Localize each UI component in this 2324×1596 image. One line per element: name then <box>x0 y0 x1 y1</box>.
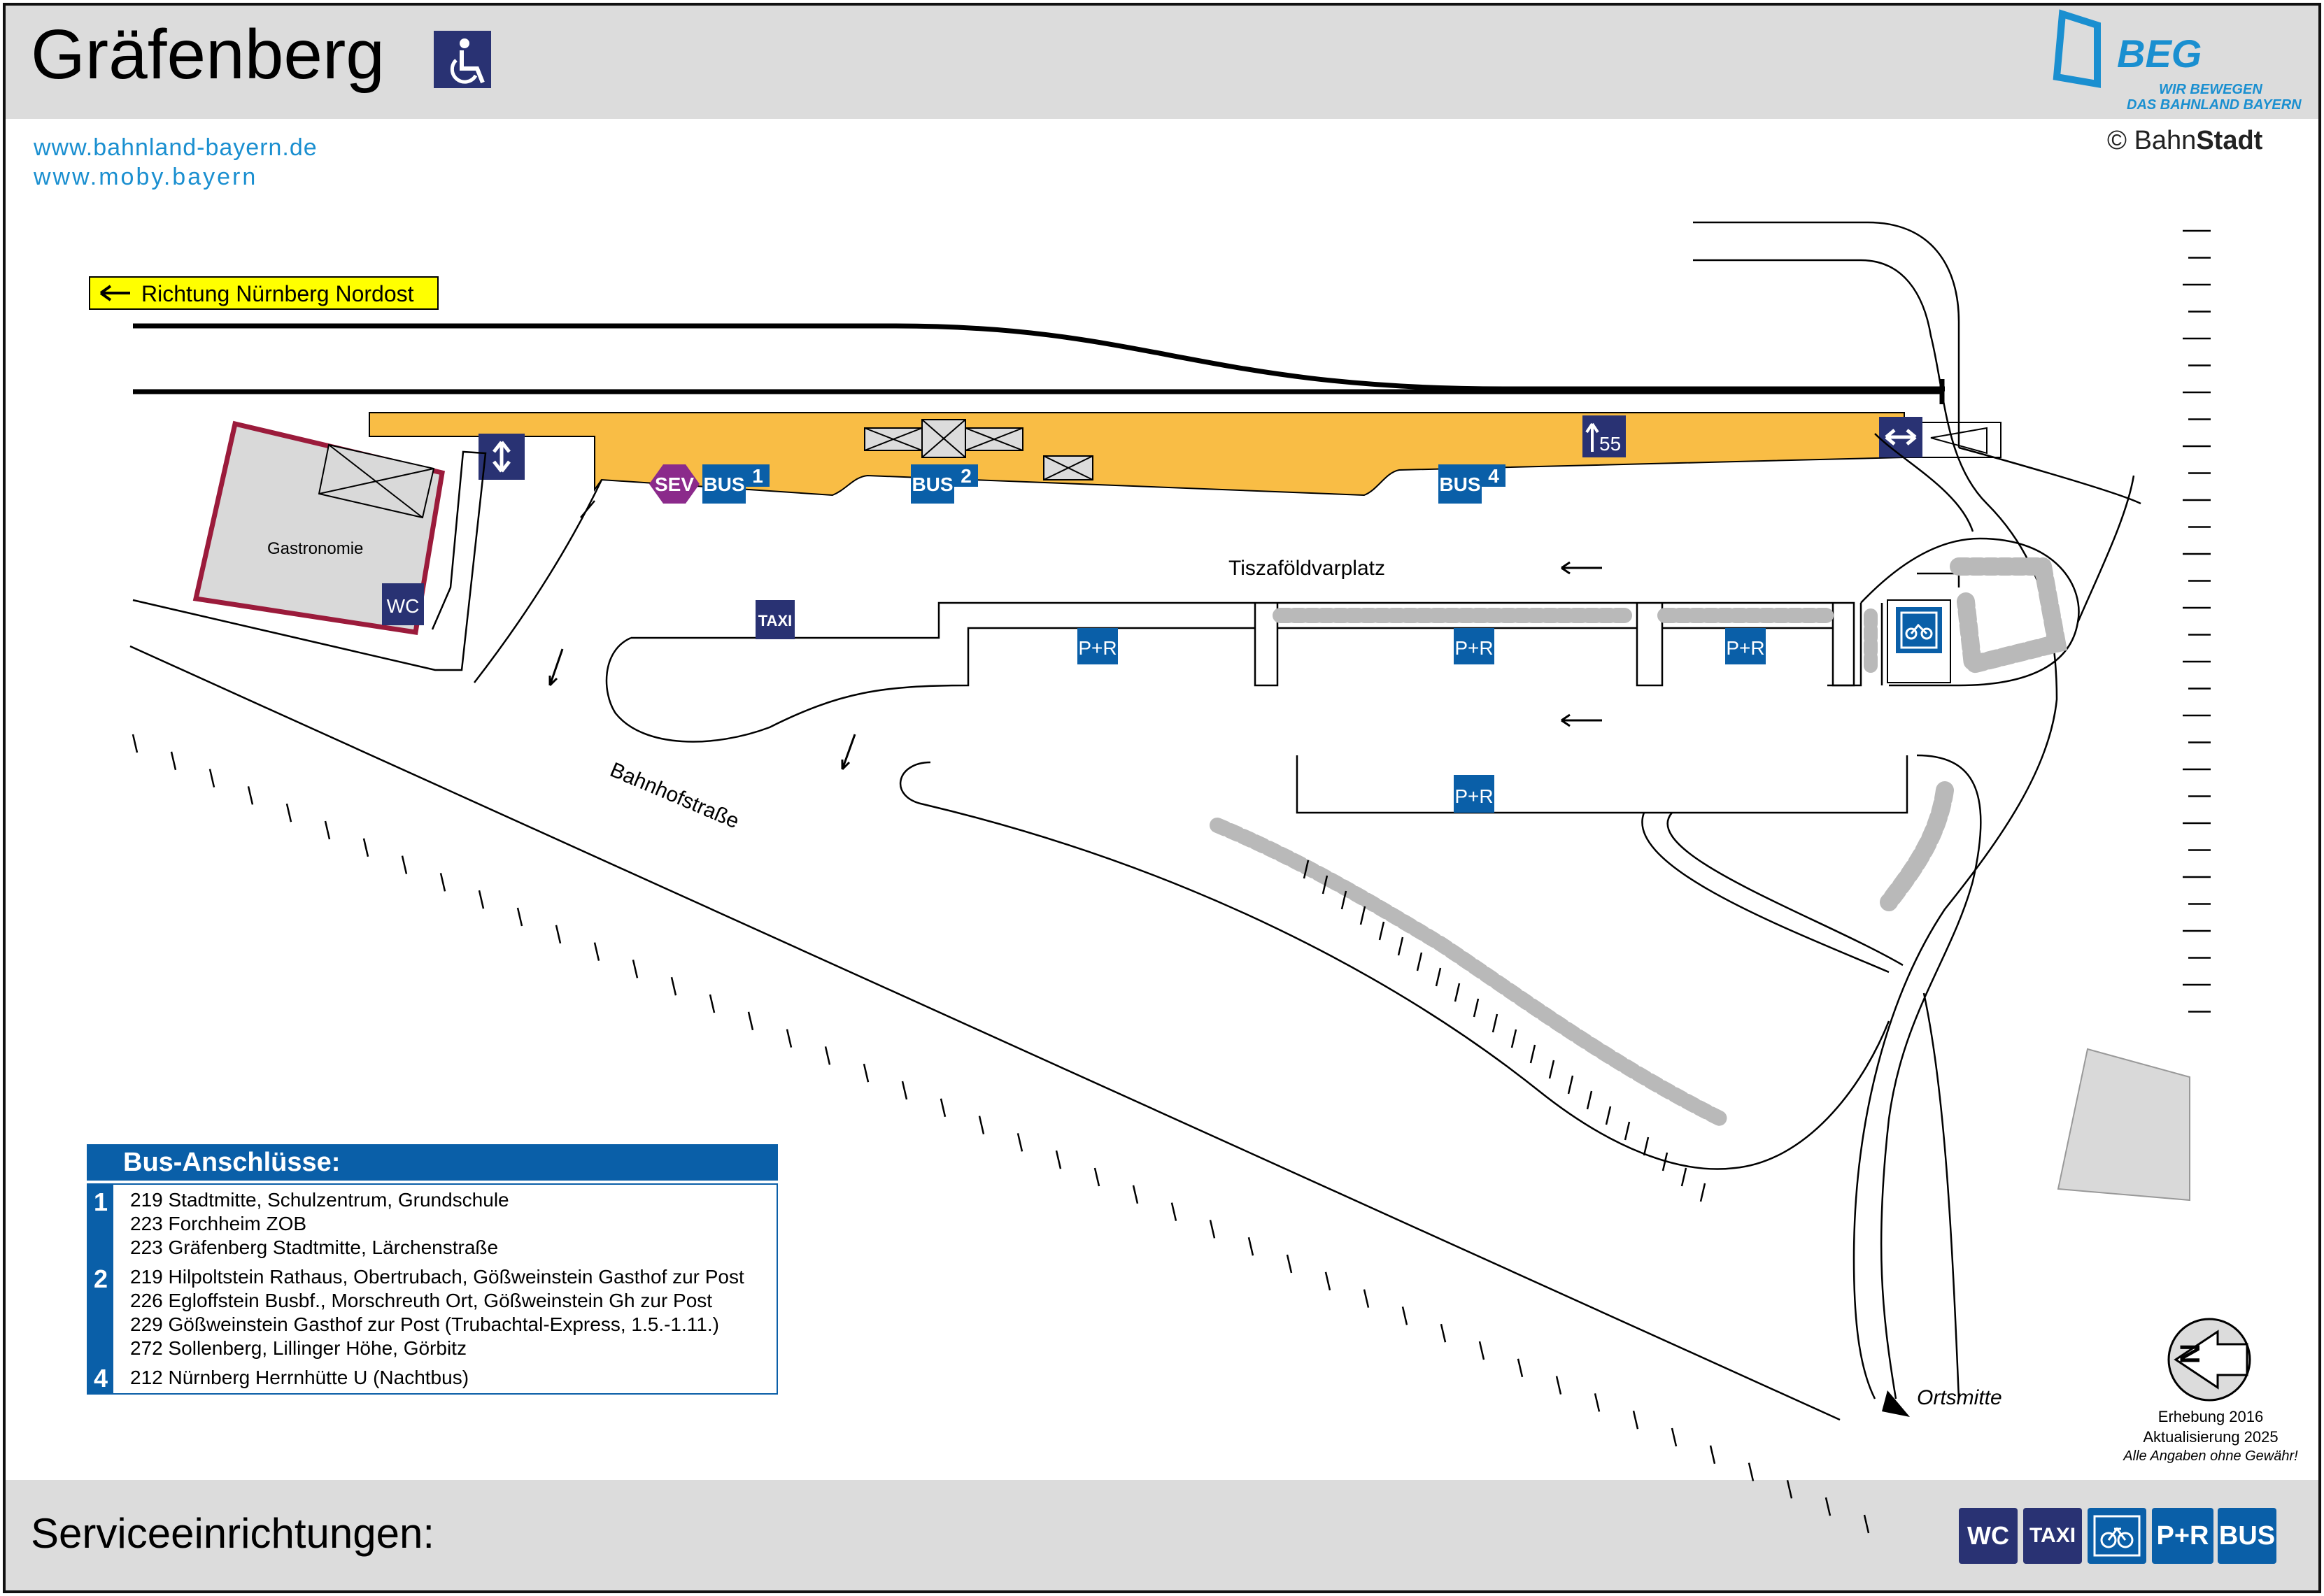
parking-tick <box>1364 1290 1368 1308</box>
pr-label-4: P+R <box>1454 785 1494 807</box>
bike-icon <box>2088 1508 2146 1564</box>
parking-tick <box>1672 1428 1676 1446</box>
bus-stop-4-number: 4 <box>1488 465 1499 487</box>
bus-stop-number: 2 <box>93 1264 108 1293</box>
parking-tick <box>248 786 253 804</box>
service-bus: BUS <box>2218 1508 2276 1564</box>
credits-disclaimer: Alle Angaben ohne Gewähr! <box>2123 1448 2298 1465</box>
bus-stop-2-label: BUS <box>912 473 954 495</box>
pr-icon-2 <box>1454 628 1494 664</box>
copyright-part2: Stadt <box>2196 126 2263 155</box>
parking-tick <box>1787 1480 1792 1498</box>
parking-tick <box>1568 1076 1573 1094</box>
parking-tick <box>133 734 137 753</box>
parking-tick <box>979 1116 984 1134</box>
bus-line: 219 Stadtmitte, Schulzentrum, Grundschule <box>130 1189 509 1211</box>
parking-tick <box>479 890 483 909</box>
right-ticks <box>2183 231 2211 1012</box>
parking-tick <box>1518 1359 1522 1377</box>
parking-tick <box>1682 1168 1686 1186</box>
link-bahnland[interactable]: www.bahnland-bayern.de <box>34 134 318 161</box>
bus-stop-2-number: 2 <box>961 465 972 487</box>
parking-tick <box>1380 922 1384 940</box>
parking-tick <box>633 960 637 978</box>
gray-building <box>2058 1049 2190 1200</box>
parking-tick <box>1595 1393 1599 1411</box>
wc-icon <box>382 583 424 625</box>
bus-line: 272 Sollenberg, Lillinger Höhe, Görbitz <box>130 1337 467 1359</box>
service-taxi: TAXI <box>2023 1508 2082 1564</box>
parking-tick <box>171 752 176 770</box>
traffic-arrows <box>550 562 1602 769</box>
parking-tick <box>1644 1137 1648 1155</box>
pr-icon-3 <box>1725 628 1766 664</box>
bus-connections-title: Bus-Anschlüsse: <box>87 1144 778 1181</box>
bus-line: 229 Gößweinstein Gasthof zur Post (Trubachtal-Express, 1.5.-1.11.) <box>130 1313 719 1335</box>
parking-tick <box>1474 999 1478 1017</box>
exit-icon <box>1582 415 1626 457</box>
parking-tick <box>325 821 330 839</box>
parking-tick <box>364 839 368 857</box>
street-ortsmitte: Ortsmitte <box>1917 1386 2002 1409</box>
parking-tick <box>1749 1463 1753 1481</box>
parking-tick <box>826 1046 830 1064</box>
parking-tick <box>1361 906 1365 925</box>
service-wc: WC <box>1959 1508 2018 1564</box>
service-bike-icon <box>2088 1508 2146 1564</box>
bus-stop-4 <box>1438 464 1505 504</box>
direction-sign-text: Richtung Nürnberg Nordost <box>141 281 414 306</box>
north-arrow-icon <box>2169 1319 2250 1400</box>
parking-tick <box>787 1029 791 1048</box>
bus-connections-body <box>87 1183 778 1395</box>
bus-line: 223 Gräfenberg Stadtmitte, Lärchenstraße <box>130 1237 499 1258</box>
parking-tick <box>210 769 214 788</box>
wc-label: WC <box>386 595 420 617</box>
parking-tick <box>1441 1324 1445 1342</box>
parking-tick <box>1249 1237 1253 1255</box>
bus-line: 212 Nürnberg Herrnhütte U (Nachtbus) <box>130 1367 469 1388</box>
parking-tick <box>1403 1306 1407 1325</box>
parking-tick <box>1493 1014 1497 1032</box>
svg-text:N: N <box>2175 1344 2206 1364</box>
sev-label: SEV <box>654 473 695 495</box>
credits-update: Aktualisierung 2025 <box>2143 1427 2279 1446</box>
link-moby[interactable]: www.moby.bayern <box>34 164 258 190</box>
beg-tagline-2: DAS BAHNLAND BAYERN <box>2127 97 2302 113</box>
bus-stop-number: 1 <box>93 1188 108 1216</box>
pr-label-1: P+R <box>1078 637 1117 659</box>
credits-survey: Erhebung 2016 <box>2158 1408 2264 1425</box>
bike-icon <box>1887 600 1950 683</box>
bus-stop-4-label: BUS <box>1439 473 1481 495</box>
bus-stop-number: 4 <box>93 1364 108 1392</box>
parking-tick <box>749 1012 753 1030</box>
bus-stop-1 <box>702 464 770 504</box>
parking-tick <box>1606 1106 1610 1125</box>
bus-connections-panel <box>87 1144 778 1395</box>
pr-icon-4 <box>1454 775 1494 813</box>
parking-tick <box>595 943 599 961</box>
bus-stop-2 <box>911 464 978 504</box>
taxi-icon <box>756 600 795 639</box>
parking-tick <box>1056 1150 1061 1169</box>
parking-tick <box>1587 1091 1592 1109</box>
parking-tick <box>1210 1220 1214 1238</box>
beg-name: BEG <box>2117 31 2202 76</box>
bus-line: 223 Forchheim ZOB <box>130 1213 307 1234</box>
parking-tick <box>1710 1446 1715 1464</box>
parking-tick <box>1018 1133 1022 1151</box>
credits <box>2099 1407 2323 1465</box>
parking-tick <box>864 1064 868 1082</box>
parking-tick <box>1634 1411 1638 1429</box>
parking-marks <box>133 734 1869 1533</box>
building-label: Gastronomie <box>267 539 364 558</box>
parking-tick <box>1625 1122 1629 1140</box>
parking-tick <box>941 1099 945 1117</box>
beg-logo <box>2057 14 2302 113</box>
parking-tick <box>710 995 714 1013</box>
parking-tick <box>1436 968 1440 986</box>
bus-line: 219 Hilpoltstein Rathaus, Obertrubach, Gößweinstein Gasthof zur Post <box>130 1266 744 1288</box>
station-name: Gräfenberg <box>31 15 385 94</box>
parking-tick <box>1531 1045 1535 1063</box>
parking-tick <box>1287 1255 1291 1273</box>
passage-icon <box>1879 417 1922 457</box>
copyright-part1: Bahn <box>2134 126 2197 155</box>
track-upper <box>133 326 1945 389</box>
parking-tick <box>518 908 522 926</box>
parking-tick <box>402 856 406 874</box>
wheelchair-icon <box>434 31 491 88</box>
parking-tick <box>1417 953 1422 971</box>
parking-tick <box>287 804 291 822</box>
direction-sign <box>90 277 438 309</box>
services-title: Serviceeinrichtungen: <box>31 1510 435 1557</box>
bus-stop-1-number: 1 <box>752 465 763 487</box>
parking-tick <box>1398 937 1403 955</box>
bus-line: 226 Egloffstein Busbf., Morschreuth Ort, Gößweinstein Gh zur Post <box>130 1290 713 1311</box>
parking-tick <box>1172 1203 1176 1221</box>
street-tiszafoldvarplatz: Tiszaföldvarplatz <box>1228 557 1385 580</box>
pr-label-3: P+R <box>1726 637 1765 659</box>
pr-icon-1 <box>1077 628 1118 664</box>
exit-number: 55 <box>1599 433 1622 455</box>
parking-tick <box>441 873 445 891</box>
parking-tick <box>1095 1168 1099 1186</box>
parking-tick <box>1455 983 1459 1002</box>
parking-tick <box>1701 1183 1705 1202</box>
street-bahnhofstrasse: Bahnhofstraße <box>607 758 743 834</box>
parking-tick <box>1133 1185 1138 1204</box>
parking-tick <box>672 977 676 995</box>
parking-tick <box>1480 1341 1484 1360</box>
copyright-symbol: © <box>2107 126 2127 155</box>
parking-tick <box>1326 1272 1330 1290</box>
pr-label-2: P+R <box>1454 637 1494 659</box>
bus-stop-1-label: BUS <box>703 473 745 495</box>
parking-tick <box>1826 1497 1830 1516</box>
parking-tick <box>556 925 560 943</box>
parking-tick <box>1864 1515 1869 1533</box>
beg-tagline-1: WIR BEWEGEN <box>2159 82 2262 97</box>
parking-tick <box>1512 1029 1516 1048</box>
parking-tick <box>902 1081 907 1099</box>
parking-tick <box>1557 1376 1561 1395</box>
taxi-label: TAXI <box>758 612 793 629</box>
service-pr: P+R <box>2152 1508 2213 1564</box>
parking-tick <box>1550 1060 1554 1078</box>
